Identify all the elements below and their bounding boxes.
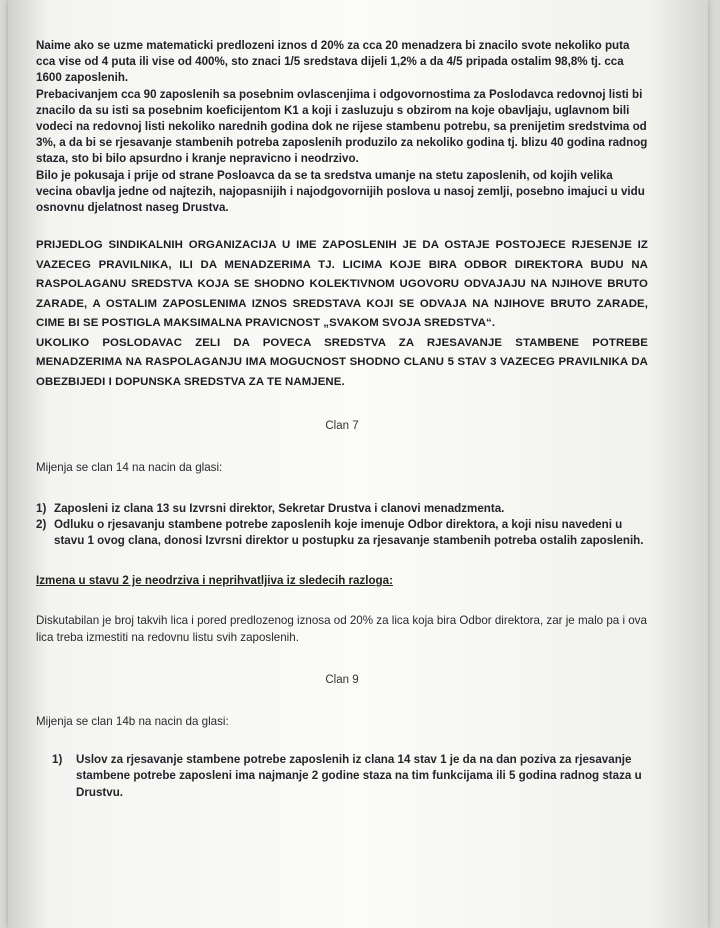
article-9-title: Clan 9 — [325, 673, 359, 686]
article-7-list — [36, 501, 648, 550]
list-item-text: Zaposleni iz clana 13 su Izvrsni direktor, Sekretar Drustva i clanovi menadzmenta. — [54, 501, 505, 515]
objection-body: Diskutabilan je broj takvih lica i pored predlozenog iznosa od 20% za lica koja bira Odbor direktora, zar je malo pa i ova lica treba izmestiti na redovnu listu svih zaposlenih. — [36, 614, 647, 644]
list-item-number: 1) — [52, 753, 63, 767]
document-content — [36, 38, 648, 801]
document-page — [8, 0, 708, 928]
article-7-intro: Mijenja se clan 14 na nacin da glasi: — [36, 461, 223, 475]
list-item-number: 2) — [36, 517, 47, 531]
paragraph-3: Bilo je pokusaja i prije od strane Posloavca da se ta sredstva umanje na stetu zaposlenih, od kojih velika vecina obavlja jedne od najtezih, najopasnijih i najodgovornijih poslova u nasoj zemlji, posebno imajuci u vidu osnovnu djelatnost naseg Drustva. — [36, 168, 645, 215]
list-item — [36, 501, 648, 517]
paragraph-2: Prebacivanjem cca 90 zaposlenih sa posebnim ovlascenjima i odgovornostima za Poslodavca redovnoj listi bi znacilo da su isti sa posebnim koeficijentom K1 a koji i zasluzuju s obzirom na koje obavljaju, uglavnom bili vodeci na redovnoj listi nekoliko narednih godina dok ne rijese stambenu potrebu, sa prenijetim sredstvima od 3%, a da bi se rjesavanje stambenih potreba zaposlenih produzilo za nekoliko godina tj. blizu 40 godina radnog staza, sto bi bilo apsurdno i kranje nepravicno i neodrzivo. — [36, 87, 648, 166]
paragraph-1: Naime ako se uzme matematicki predlozeni iznos d 20% za cca 20 menadzera bi znacilo svote nekoliko puta cca vise od 4 puta ili vise od 400%, sto znaci 1/5 sredstava dijeli 1,2% a da 4/5 pripada ostalim 98,8% tj. cca 1600 zaposlenih. — [36, 39, 630, 85]
list-item — [36, 752, 642, 801]
article-7-title: Clan 7 — [325, 420, 359, 433]
list-item-text: Uslov za rjesavanje stambene potrebe zaposlenih iz clana 14 stav 1 je da na dan poziva za rjesavanje stambene potrebe zaposleni ima najmanje 2 godine staza na tim funkcijama ili 5 godina radnog staza u Drustvu. — [76, 753, 642, 799]
list-item — [36, 517, 648, 549]
union-proposal-2: UKOLIKO POSLODAVAC ZELI DA POVECA SREDSTVA ZA RJESAVANJE STAMBENE POTREBE MENADZERIMA NA RASPOLAGANJU IMA MOGUCNOST SHODNO CLANU 5 STAV 3 VAZECEG PRAVILNIKA DA OBEZBIJEDI I DOPUNSKA SREDSTVA ZA TE NAMJENE. — [36, 336, 648, 388]
list-item-number: 1) — [36, 501, 47, 515]
objection-heading: Izmena u stavu 2 je neodrziva i neprihvatljiva iz sledecih razloga: — [36, 574, 393, 588]
list-item-text: Odluku o rjesavanju stambene potrebe zaposlenih koje imenuje Odbor direktora, a koji nisu navedeni u stavu 1 ovog clana, donosi Izvrsni direktor u postupku za rjesavanje stambenih potreba ostalih zaposlenih. — [54, 517, 644, 548]
article-9-intro: Mijenja se clan 14b na nacin da glasi: — [36, 715, 229, 729]
union-proposal: PRIJEDLOG SINDIKALNIH ORGANIZACIJA U IME ZAPOSLENIH JE DA OSTAJE POSTOJECE RJESENJE IZ VAZECEG PRAVILNIKA, ILI DA MENADZERIMA TJ. LICIMA KOJE BIRA ODBOR DIREKTORA BUDU NA RASPOLAGANU SREDSTVA KOJA SE SHODNO KOLEKTIVNOM UGOVORU ODVAJAJU NA NJIHOVE BRUTO ZARADE, A OSTALIM ZAPOSLENIMA IZNOS SREDSTAVA KOJI SE ODVAJA NA NJIHOVE BRUTO ZARADE, CIME BI SE POSTIGLA MAKSIMALNA PRAVICNOST „SVAKOM SVOJA SREDSTVA“. — [36, 239, 648, 330]
